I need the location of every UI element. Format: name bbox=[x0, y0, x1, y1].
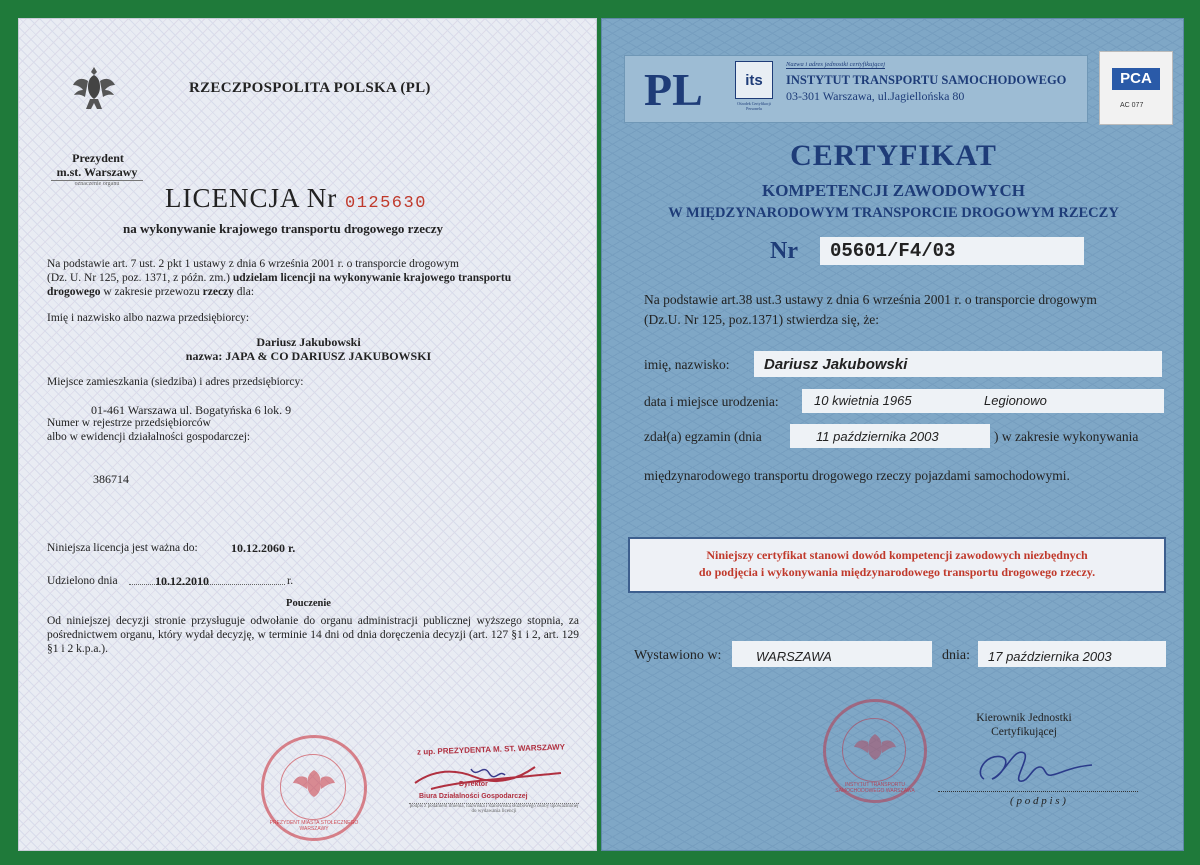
legal-basis-line-3 bbox=[47, 285, 577, 299]
valid-date: 10.12.2060 r. bbox=[231, 541, 296, 555]
legal-basis-line-3-bold-2: rzeczy bbox=[202, 286, 234, 298]
instruction-text: Od niniejszej decyzji stronie przysługuje odwołanie do organu administracji publicznej wyższego stopnia, za pośrednictwem organu, który wydał decyzję, w terminie 14 dni od dnia doręczenia decyzji (art. 127 §1 i 2, art. 129 §1 i 2 k.p.a.). bbox=[47, 615, 579, 655]
institute-name: INSTYTUT TRANSPORTU SAMOCHODOWEGO bbox=[786, 73, 1067, 87]
certificate-subtitle-1: KOMPETENCJI ZAWODOWYCH bbox=[761, 181, 1026, 200]
holder-address: 01-461 Warszawa ul. Bogatyńska 6 lok. 9 bbox=[91, 403, 292, 417]
office-stamp bbox=[261, 735, 367, 841]
issued-date-label: dnia: bbox=[942, 648, 970, 663]
notice-line-1: Niniejszy certyfikat stanowi dowód kompetencji zawodowych niezbędnych bbox=[706, 548, 1088, 562]
exam-label: zdał(a) egzamin (dnia bbox=[644, 429, 762, 444]
polish-eagle-icon bbox=[71, 63, 117, 113]
notice-box bbox=[628, 537, 1166, 593]
issued-place-label: Wystawiono w: bbox=[634, 648, 722, 663]
issued-place-field: WARSZAWA bbox=[732, 641, 932, 667]
license-title bbox=[165, 183, 427, 214]
register-number: 386714 bbox=[93, 472, 129, 486]
birth-label: data i miejsce urodzenia: bbox=[644, 394, 779, 409]
holder-name: Dariusz Jakubowski bbox=[256, 335, 361, 349]
issued-date-field: 17 października 2003 bbox=[978, 641, 1166, 667]
license-title-text: LICENCJA Nr bbox=[165, 183, 338, 213]
country-code: PL bbox=[644, 64, 703, 115]
legal-basis-line-3-plain-2: dla: bbox=[236, 286, 255, 298]
signature-scribble-icon bbox=[411, 757, 571, 797]
country-header: RZECZPOSPOLITA POLSKA (PL) bbox=[189, 80, 431, 96]
valid-label: Niniejsza licencja jest ważna do: bbox=[47, 542, 198, 554]
pca-accreditation-logo bbox=[1099, 51, 1173, 125]
stamp-text: INSTYTUT TRANSPORTU SAMOCHODOWEGO WARSZAWA bbox=[835, 782, 915, 794]
its-logo-mark: its bbox=[735, 61, 773, 99]
legal-basis-line-3-bold-1: drogowego bbox=[47, 286, 101, 298]
legal-basis-line-3-plain-1: w zakresie przewozu bbox=[103, 286, 200, 298]
legal-basis-line-2 bbox=[47, 271, 577, 285]
license-document bbox=[18, 18, 597, 851]
signature-caption: ( p o d p i s ) bbox=[1010, 795, 1066, 807]
register-label-2: albo w ewidencji działalności gospodarczej: bbox=[47, 431, 251, 443]
holder-name-field: Dariusz Jakubowski bbox=[754, 351, 1162, 377]
signatory-title-2: Certyfikującej bbox=[991, 726, 1057, 738]
issued-suffix: r. bbox=[287, 575, 294, 587]
holder-company: nazwa: JAPA & CO DARIUSZ JAKUBOWSKI bbox=[185, 349, 432, 363]
birth-field bbox=[802, 389, 1164, 413]
legal-basis-line-2-bold: udzielam licencji na wykonywanie krajowego transportu bbox=[232, 272, 512, 284]
certificate-number: 05601/F4/03 bbox=[820, 237, 1084, 265]
institute-note: Nazwa i adres jednostki certyfikującej bbox=[786, 61, 886, 68]
stamp-text: PREZYDENT MIASTA STOŁECZNEGO WARSZAWY bbox=[269, 820, 359, 832]
exam-date-field: 11 października 2003 bbox=[790, 424, 990, 448]
signature-note: podpis z podaniem imienia, nazwiska i stanowiska służbowego osoby upoważnionej do wydawania licencji bbox=[409, 804, 579, 814]
address-label: Miejsce zamieszkania (siedziba) i adres przedsiębiorcy: bbox=[47, 376, 304, 388]
legal-basis-line-1: Na podstawie art.38 ust.3 ustawy z dnia 6 września 2001 r. o transporcie drogowym bbox=[644, 292, 1097, 307]
legal-basis-line-1: Na podstawie art. 7 ust. 2 pkt 1 ustawy z dnia 6 września 2001 r. o transporcie drogowym bbox=[47, 258, 459, 270]
license-subtitle: na wykonywanie krajowego transportu drogowego rzeczy bbox=[123, 221, 444, 236]
name-label: Imię i nazwisko albo nazwa przedsiębiorcy: bbox=[47, 312, 250, 324]
signature-line bbox=[938, 791, 1138, 792]
certificate-document bbox=[601, 18, 1184, 851]
pca-logo-mark: PCA bbox=[1112, 68, 1160, 90]
issued-date: 10.12.2010 bbox=[155, 574, 209, 588]
legal-basis-line-2: (Dz.U. Nr 125, poz.1371) stwierdza się, że: bbox=[644, 312, 880, 327]
signature-authority: z up. PREZYDENTA M. ST. WARSZAWY bbox=[416, 742, 566, 757]
issued-label: Udzielono dnia bbox=[47, 575, 118, 587]
pca-code: AC 077 bbox=[1120, 102, 1144, 109]
certificate-subtitle-2: W MIĘDZYNARODOWYM TRANSPORCIE DROGOWYM RZECZY bbox=[668, 205, 1119, 221]
legal-basis-line-2-plain: (Dz. U. Nr 125, poz. 1371, z późn. zm.) bbox=[47, 272, 230, 284]
scope-text: międzynarodowego transportu drogowego rzeczy pojazdami samochodowymi. bbox=[644, 468, 1070, 483]
its-logo bbox=[734, 61, 774, 111]
signature-position: Dyrektor bbox=[459, 781, 488, 788]
issuer-city: m.st. Warszawy bbox=[51, 165, 143, 181]
license-number: 0125630 bbox=[345, 194, 427, 213]
instruction-title: Pouczenie bbox=[286, 598, 331, 609]
signature-office: Biura Działalności Gospodarczej bbox=[419, 793, 528, 800]
exam-suffix: ) w zakresie wykonywania bbox=[994, 429, 1139, 444]
issuer-note: oznaczenie organu bbox=[74, 181, 120, 187]
institute-address: 03-301 Warszawa, ul.Jagiellońska 80 bbox=[786, 89, 965, 103]
birth-date: 10 kwietnia 1965 bbox=[814, 393, 912, 408]
register-label-1: Numer w rejestrze przedsiębiorców bbox=[47, 417, 211, 429]
name-label: imię, nazwisko: bbox=[644, 357, 730, 372]
certificate-title: CERTYFIKAT bbox=[790, 139, 997, 172]
its-caption: Ośrodek Certyfikacji Personelu bbox=[737, 101, 771, 111]
notice-line-2: do podjęcia i wykonywania międzynarodowego transportu drogowego rzeczy. bbox=[698, 565, 1096, 579]
institute-stamp bbox=[823, 699, 927, 803]
signatory-title-1: Kierownik Jednostki bbox=[976, 712, 1072, 724]
issuer-title: Prezydent bbox=[72, 151, 124, 165]
signature-scribble-icon bbox=[964, 739, 1114, 791]
birth-place: Legionowo bbox=[984, 393, 1047, 408]
certificate-number-label: Nr bbox=[770, 238, 798, 264]
license-legal-basis bbox=[47, 257, 577, 299]
